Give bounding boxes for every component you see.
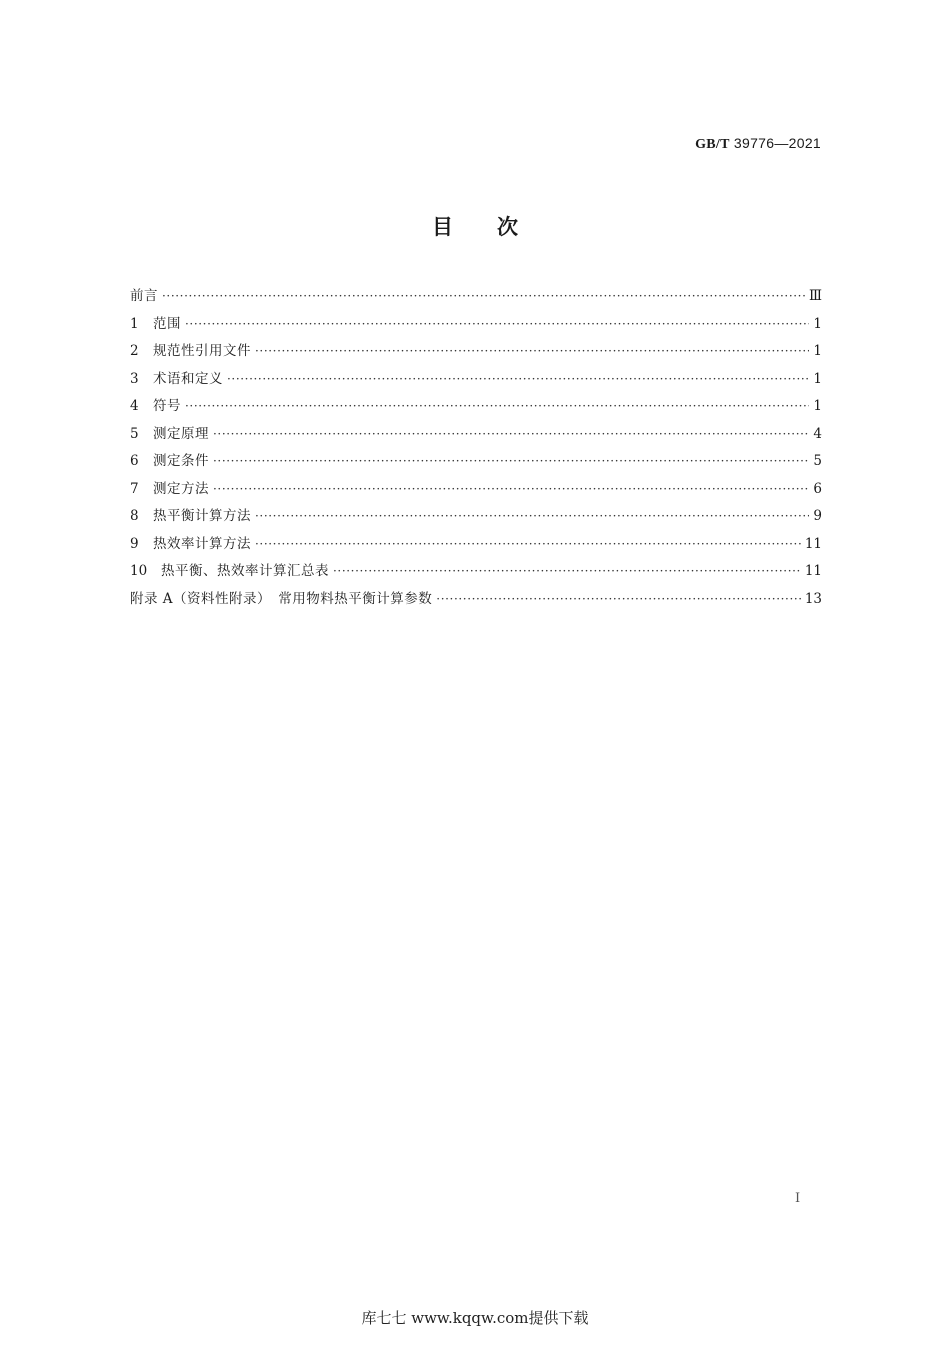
dot-leader — [213, 454, 809, 468]
toc-entry-10[interactable] — [130, 559, 822, 587]
toc-label: 测定方法 — [153, 480, 209, 497]
standard-code: GB/T — [695, 137, 730, 152]
toc-section-number: 5 — [130, 425, 139, 442]
toc-entry-1[interactable] — [130, 312, 822, 340]
toc-label: 附录 A（资料性附录） 常用物料热平衡计算参数 — [130, 590, 433, 607]
table-of-contents — [130, 284, 822, 614]
toc-entry-2[interactable] — [130, 339, 822, 367]
toc-section-number: 3 — [130, 370, 139, 387]
toc-page-number: 11 — [804, 535, 822, 552]
toc-page-number: 6 — [813, 480, 822, 497]
dot-leader — [162, 289, 805, 303]
dot-leader — [185, 317, 809, 331]
dot-leader — [333, 564, 801, 578]
toc-label: 测定原理 — [153, 425, 209, 442]
dot-leader — [213, 482, 809, 496]
dot-leader — [227, 372, 809, 386]
toc-entry-4[interactable] — [130, 394, 822, 422]
toc-page-number: 11 — [804, 563, 822, 579]
toc-entry-3[interactable] — [130, 367, 822, 395]
dot-leader — [213, 427, 809, 441]
dot-leader — [255, 537, 801, 551]
toc-label: 热平衡、热效率计算汇总表 — [161, 563, 329, 579]
toc-label: 符号 — [153, 398, 181, 414]
dot-leader — [255, 344, 809, 358]
toc-title: 目次 — [432, 215, 562, 239]
standard-number-value: 39776—2021 — [733, 135, 821, 151]
toc-label: 热效率计算方法 — [153, 535, 251, 552]
toc-entry-8[interactable] — [130, 504, 822, 532]
toc-page-number: 1 — [813, 315, 822, 332]
page-folio: I — [795, 1191, 801, 1206]
dot-leader — [185, 399, 809, 413]
toc-entry-appendix-a[interactable] — [130, 587, 822, 615]
toc-label: 术语和定义 — [153, 370, 223, 387]
toc-page-number: 4 — [813, 425, 822, 442]
toc-page-number: 1 — [813, 370, 822, 387]
toc-section-number: 2 — [130, 343, 139, 359]
dot-leader — [255, 509, 809, 523]
toc-entry-9[interactable] — [130, 532, 822, 560]
dot-leader — [436, 592, 801, 606]
toc-entry-5[interactable] — [130, 422, 822, 450]
download-footer: 库七七 www.kqqw.com提供下载 — [361, 1309, 589, 1327]
toc-section-number: 10 — [130, 563, 148, 579]
toc-page-number: 1 — [813, 343, 822, 359]
toc-page-number: 9 — [813, 508, 822, 524]
toc-entry-6[interactable] — [130, 449, 822, 477]
toc-label: 前言 — [130, 288, 158, 304]
toc-section-number: 6 — [130, 453, 139, 469]
toc-section-number: 8 — [130, 508, 139, 524]
toc-label: 规范性引用文件 — [153, 343, 251, 359]
toc-section-number: 1 — [130, 315, 139, 332]
toc-section-number: 9 — [130, 535, 139, 552]
toc-section-number: 4 — [130, 398, 139, 414]
toc-section-number: 7 — [130, 480, 139, 497]
toc-page-number: 13 — [804, 590, 822, 607]
toc-page-number: Ⅲ — [808, 288, 822, 304]
toc-entry-7[interactable] — [130, 477, 822, 505]
toc-entry-foreword[interactable] — [130, 284, 822, 312]
toc-label: 范围 — [153, 315, 181, 332]
toc-label: 热平衡计算方法 — [153, 508, 251, 524]
toc-label: 测定条件 — [153, 453, 209, 469]
toc-page-number: 5 — [813, 453, 822, 469]
standard-number — [695, 135, 821, 153]
toc-page-number: 1 — [813, 398, 822, 414]
